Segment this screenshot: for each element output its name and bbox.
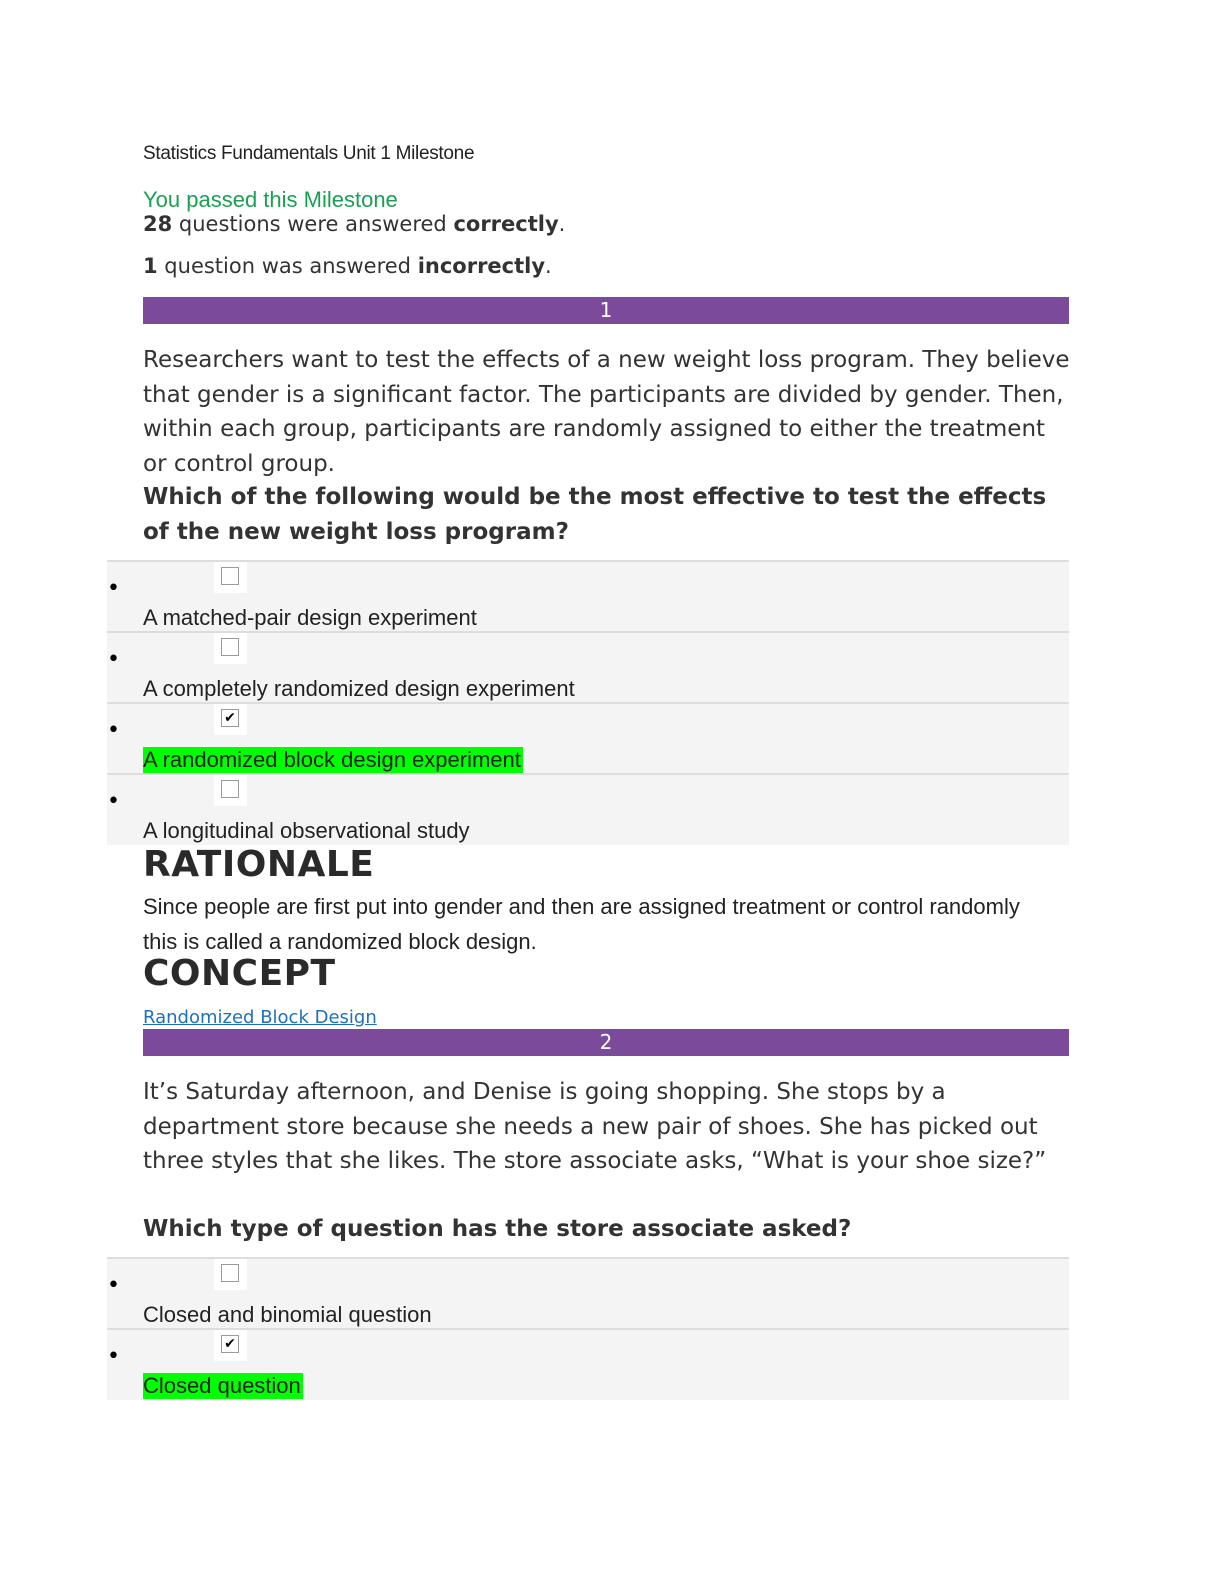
- question-number-bar: 2: [143, 1029, 1069, 1056]
- bullet-icon: •: [107, 718, 120, 743]
- checkbox-container: [214, 704, 247, 735]
- checkbox-checked[interactable]: [221, 709, 239, 727]
- question-prompt: Which of the following would be the most effective to test the effects of the new weight loss program?: [143, 484, 1047, 545]
- concept-heading: CONCEPT: [143, 953, 336, 994]
- checkbox-container: [214, 1330, 247, 1361]
- pass-status: You passed this Milestone: [143, 187, 398, 212]
- checkbox-container: [214, 1259, 247, 1290]
- bullet-icon: •: [107, 789, 120, 814]
- question-text: It’s Saturday afternoon, and Denise is going shopping. She stops by a department store because she needs a new pair of shoes. She has picked out three styles that she likes. The store associate asks, “What is your shoe size?”: [143, 1079, 1047, 1174]
- correct-summary: [143, 212, 565, 236]
- rationale-text: Since people are first put into gender and then are assigned treatment or control randomly this is called a randomized block design.: [143, 894, 1020, 954]
- incorrect-word: incorrectly: [417, 254, 546, 278]
- concept-link[interactable]: Randomized Block Design: [143, 1007, 377, 1028]
- question-prompt: Which type of question has the store associate asked?: [143, 1216, 852, 1242]
- document-title: Statistics Fundamentals Unit 1 Milestone: [143, 143, 475, 164]
- answer-option-selected[interactable]: [107, 1328, 1069, 1400]
- bullet-icon: •: [107, 1344, 120, 1369]
- check-mark-icon: ✔: [224, 1336, 236, 1352]
- question-number-bar: 1: [143, 297, 1069, 324]
- bullet-icon: •: [107, 647, 120, 672]
- option-label-correct: Closed question: [143, 1373, 301, 1398]
- checkbox-container: [214, 775, 247, 806]
- incorrect-summary-text: question was answered: [157, 254, 418, 278]
- question-text: Researchers want to test the effects of a new weight loss program. They believe that gender is a significant factor. The participants are divided by gender. Then, within each group, participants are randomly assigned to either the treatment or control group.: [143, 347, 1070, 477]
- rationale-heading: RATIONALE: [143, 844, 375, 885]
- option-label: A longitudinal observational study: [143, 818, 470, 843]
- bullet-icon: •: [107, 1273, 120, 1298]
- bullet-icon: •: [107, 576, 120, 601]
- correct-count: 28: [143, 212, 173, 236]
- incorrect-summary: [143, 254, 552, 278]
- checkbox[interactable]: [221, 1264, 239, 1282]
- checkbox-container: [214, 562, 247, 593]
- incorrect-count: 1: [143, 254, 158, 278]
- option-label: A completely randomized design experiment: [143, 676, 575, 701]
- answer-option[interactable]: [107, 631, 1069, 703]
- check-mark-icon: ✔: [224, 710, 236, 726]
- answer-option-selected[interactable]: [107, 702, 1069, 774]
- checkbox[interactable]: [221, 567, 239, 585]
- checkbox-container: [214, 633, 247, 664]
- correct-summary-text: questions were answered: [172, 212, 454, 236]
- incorrect-period: .: [545, 254, 552, 278]
- option-label: A matched-pair design experiment: [143, 605, 477, 630]
- answer-option[interactable]: [107, 1257, 1069, 1329]
- answer-option[interactable]: [107, 773, 1069, 845]
- correct-period: .: [558, 212, 566, 236]
- option-label-correct: A randomized block design experiment: [143, 747, 521, 772]
- checkbox-checked[interactable]: [221, 1335, 239, 1353]
- correct-word: correctly: [453, 212, 559, 236]
- answer-option[interactable]: [107, 560, 1069, 632]
- checkbox[interactable]: [221, 780, 239, 798]
- option-label: Closed and binomial question: [143, 1302, 432, 1327]
- checkbox[interactable]: [221, 638, 239, 656]
